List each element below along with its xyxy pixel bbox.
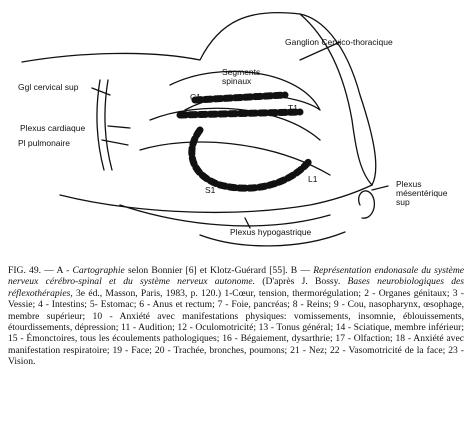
label-segments: Segments spinaux (222, 67, 261, 86)
caption-legend: 1-Cœur, tension, thermorégulation; 2 - Organes génitaux; 3 - Vessie; 4 - Intestins; 5- Estomac; 6 - Anus et rectum; 7 - Foie, pancréas; 8 - Reins; 9 - Cou, nasopharynx, œsophage, membre supérieur; 10 - Anxiété avec manifestations physiques: vomissements, insomnie, éblouissements, étourdissements, dépression; 11 - Audition; 12 - Oculomotricité; 13 - Tonus général; 14 - Sciatique, membre inférieur; 15 - Émonctoires, tous les écoulements pathologiques; 16 - Bégaiement, dysarthrie; 17 - Olfaction; 18 - Anxiété avec manifestation respiratoire; 19 - Face; 20 - Trachée, bronches, poumons; 21 - Nez; 22 - Vasomotricité de la face; 23 - Vision. (8, 287, 464, 368)
figure-caption (8, 265, 464, 368)
spinal-segments-row-top (195, 95, 285, 100)
caption-ref-title: Bases neurobiologiques des réflexothérapies, (8, 276, 465, 299)
cervical-line-outer (97, 80, 104, 170)
label-ganglion: Ganglion Cervico-thoracique (285, 37, 393, 47)
caption-part-a-prefix: — A - (41, 265, 73, 276)
inner-palate-outline (120, 205, 330, 226)
label-ggl-cervical: Ggl cervical sup (18, 82, 79, 92)
marker-t1: T1 (288, 103, 298, 113)
figure-number: FIG. 49. (8, 265, 42, 276)
marker-s1: S1 (205, 185, 216, 195)
caption-part-b-title: Représentation endonasale du système nerveux cérébro-spinal et du système nerveux autonome. (8, 265, 465, 288)
leader-plexus-cardiaque (108, 126, 130, 128)
caption-part-a-title: Cartographie (72, 265, 125, 276)
caption-ref-pre: (D'après J. Bossy. (255, 276, 348, 288)
marker-l1: L1 (308, 174, 318, 184)
spinal-segments-arc-lower (192, 130, 310, 188)
marker-c1: C1 (190, 92, 201, 102)
label-pl-pulmonaire: Pl pulmonaire (18, 138, 70, 148)
leader-pl-pulmonaire (102, 140, 128, 145)
palate-outline (60, 185, 372, 212)
spinal-segments-row-upper (180, 112, 300, 115)
caption-part-a-text: selon Bonnier [6] et Klotz-Guérard [55]. B — (124, 265, 314, 276)
label-plexus-hypogastrique: Plexus hypogastrique (230, 227, 312, 237)
label-plexus-mesenterique: Plexus mésentérique sup (396, 179, 448, 207)
mesenteric-structure (359, 191, 375, 218)
label-plexus-cardiaque: Plexus cardiaque (20, 123, 86, 133)
caption-ref-post: 3e éd., Masson, Paris, 1983, p. 120.) (72, 287, 222, 299)
leader-mesenterique (372, 186, 388, 190)
